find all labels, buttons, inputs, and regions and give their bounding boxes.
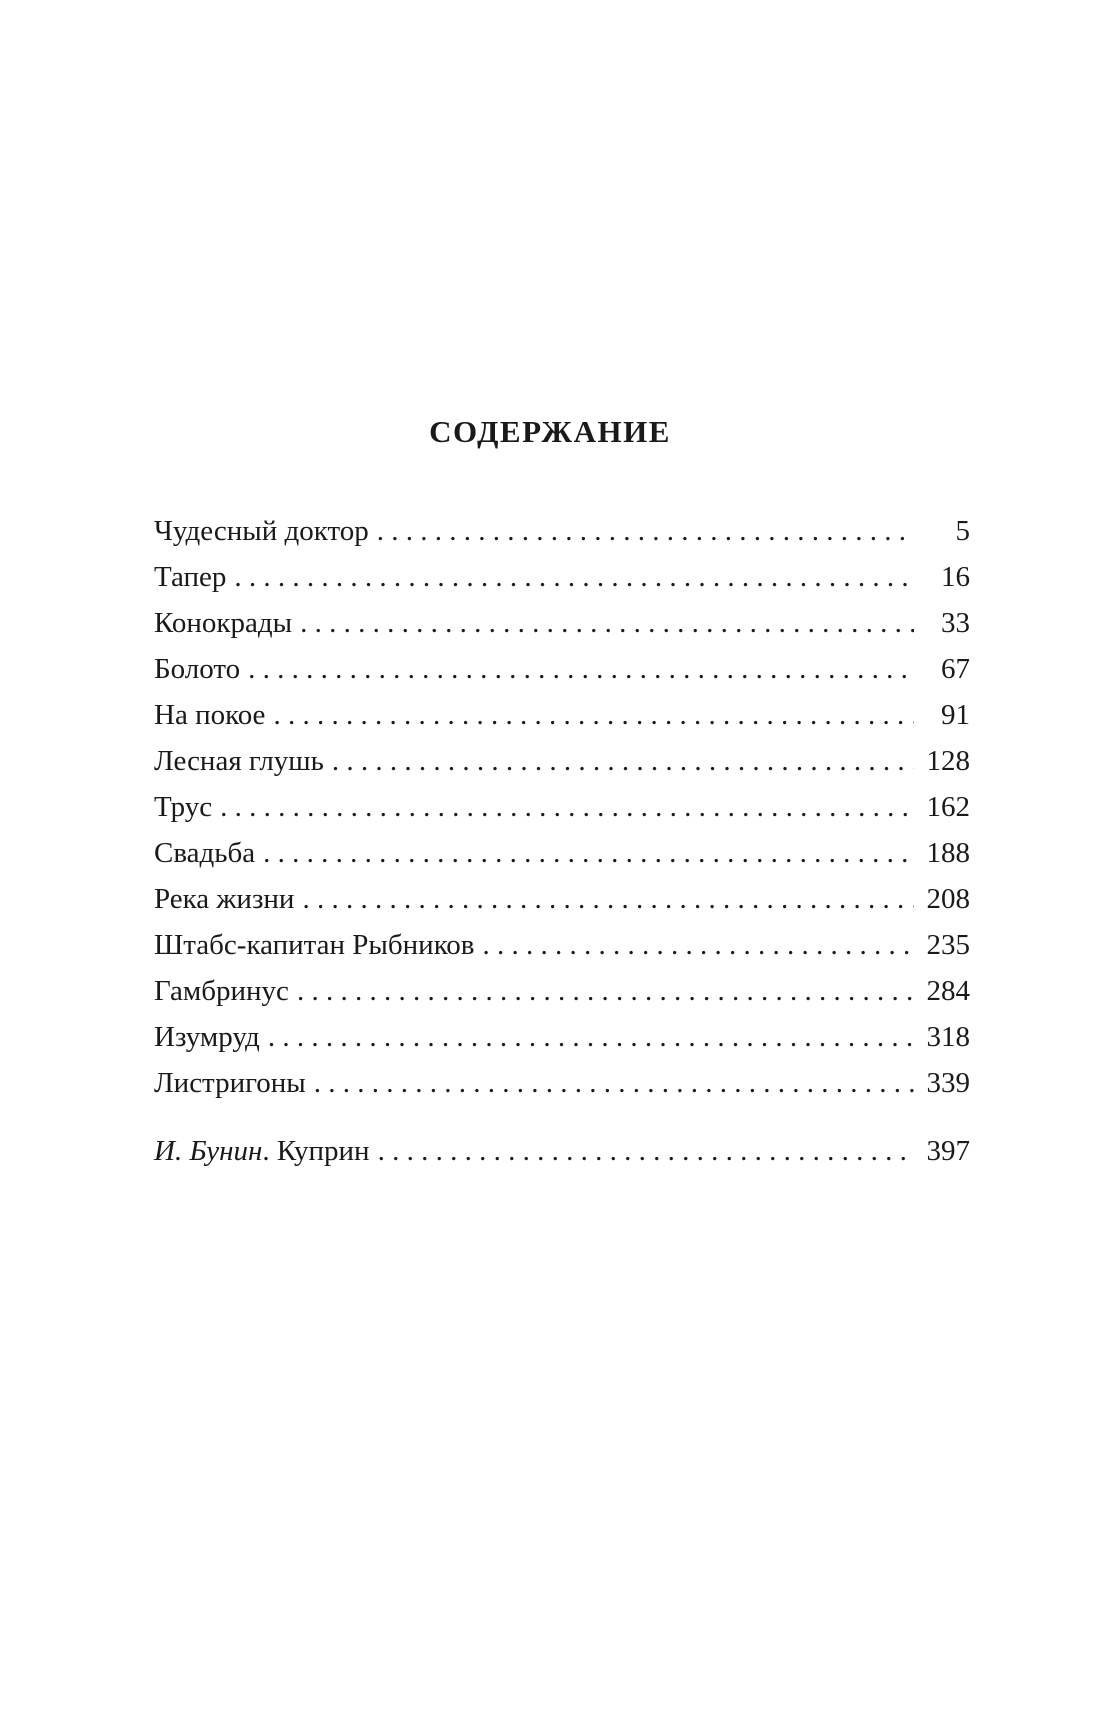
dot-leader	[378, 1128, 914, 1174]
toc-entry-page: 397	[926, 1135, 970, 1167]
toc-entry[interactable]	[154, 508, 970, 554]
toc-entry-page: 208	[926, 883, 970, 915]
toc-entry-page: 235	[926, 929, 970, 961]
dot-leader	[268, 1014, 914, 1060]
author-separator: .	[262, 1135, 277, 1167]
toc-entry-page: 188	[926, 837, 970, 869]
dot-leader	[273, 692, 914, 738]
toc-entry-page: 91	[941, 699, 970, 731]
toc-entry[interactable]	[154, 1014, 970, 1060]
toc-entry-author: И. Бунин	[154, 1135, 263, 1167]
toc-entry-page: 284	[926, 975, 970, 1007]
dot-leader	[483, 922, 914, 968]
toc-entry-title: Тапер	[154, 561, 227, 593]
toc-entry-title: Листригоны	[154, 1067, 306, 1099]
toc-entry[interactable]	[154, 554, 970, 600]
toc-entry-title: Трус	[154, 791, 213, 823]
toc-entry-title: Штабс-капитан Рыбников	[154, 929, 475, 961]
dot-leader	[300, 600, 914, 646]
dot-leader	[302, 876, 914, 922]
toc-entry[interactable]	[154, 830, 970, 876]
toc-entry-title: Болото	[154, 653, 241, 685]
toc-entry-title: Чудесный доктор	[154, 515, 369, 547]
toc-entry-title: Река жизни	[154, 883, 295, 915]
toc-entry-page: 67	[941, 653, 970, 685]
toc-entry[interactable]	[154, 1060, 970, 1106]
toc-entry[interactable]	[154, 784, 970, 830]
toc-entry[interactable]	[154, 738, 970, 784]
page-title: СОДЕРЖАНИЕ	[429, 414, 671, 449]
toc-entry[interactable]	[154, 876, 970, 922]
afterword-title: Куприн	[276, 1135, 370, 1167]
toc-entry[interactable]	[154, 692, 970, 738]
toc-entry-page: 162	[926, 791, 970, 823]
toc-entry-title: Конокрады	[154, 607, 293, 639]
table-of-contents	[154, 508, 970, 1174]
dot-leader	[377, 508, 914, 554]
toc-entry-title	[154, 1128, 378, 1174]
toc-entry[interactable]	[154, 968, 970, 1014]
dot-leader	[263, 830, 914, 876]
toc-entry-page: 128	[926, 745, 970, 777]
dot-leader	[220, 784, 914, 830]
toc-entry[interactable]	[154, 646, 970, 692]
toc-entry-page: 33	[941, 607, 970, 639]
dot-leader	[297, 968, 914, 1014]
dot-leader	[332, 738, 914, 784]
toc-entry-title: Лесная глушь	[154, 745, 324, 777]
toc-entry-title: Свадьба	[154, 837, 256, 869]
toc-entry-title: Гамбринус	[154, 975, 289, 1007]
toc-entry[interactable]	[154, 922, 970, 968]
dot-leader	[248, 646, 914, 692]
dot-leader	[234, 554, 914, 600]
toc-entry-page: 16	[941, 561, 970, 593]
toc-entry-page: 339	[926, 1067, 970, 1099]
toc-entry-afterword[interactable]	[154, 1128, 970, 1174]
toc-entry-title: На покое	[154, 699, 266, 731]
toc-entry[interactable]	[154, 600, 970, 646]
dot-leader	[314, 1060, 914, 1106]
toc-entry-page: 318	[926, 1021, 970, 1053]
toc-entry-page: 5	[955, 515, 970, 547]
toc-entry-title: Изумруд	[154, 1021, 260, 1053]
